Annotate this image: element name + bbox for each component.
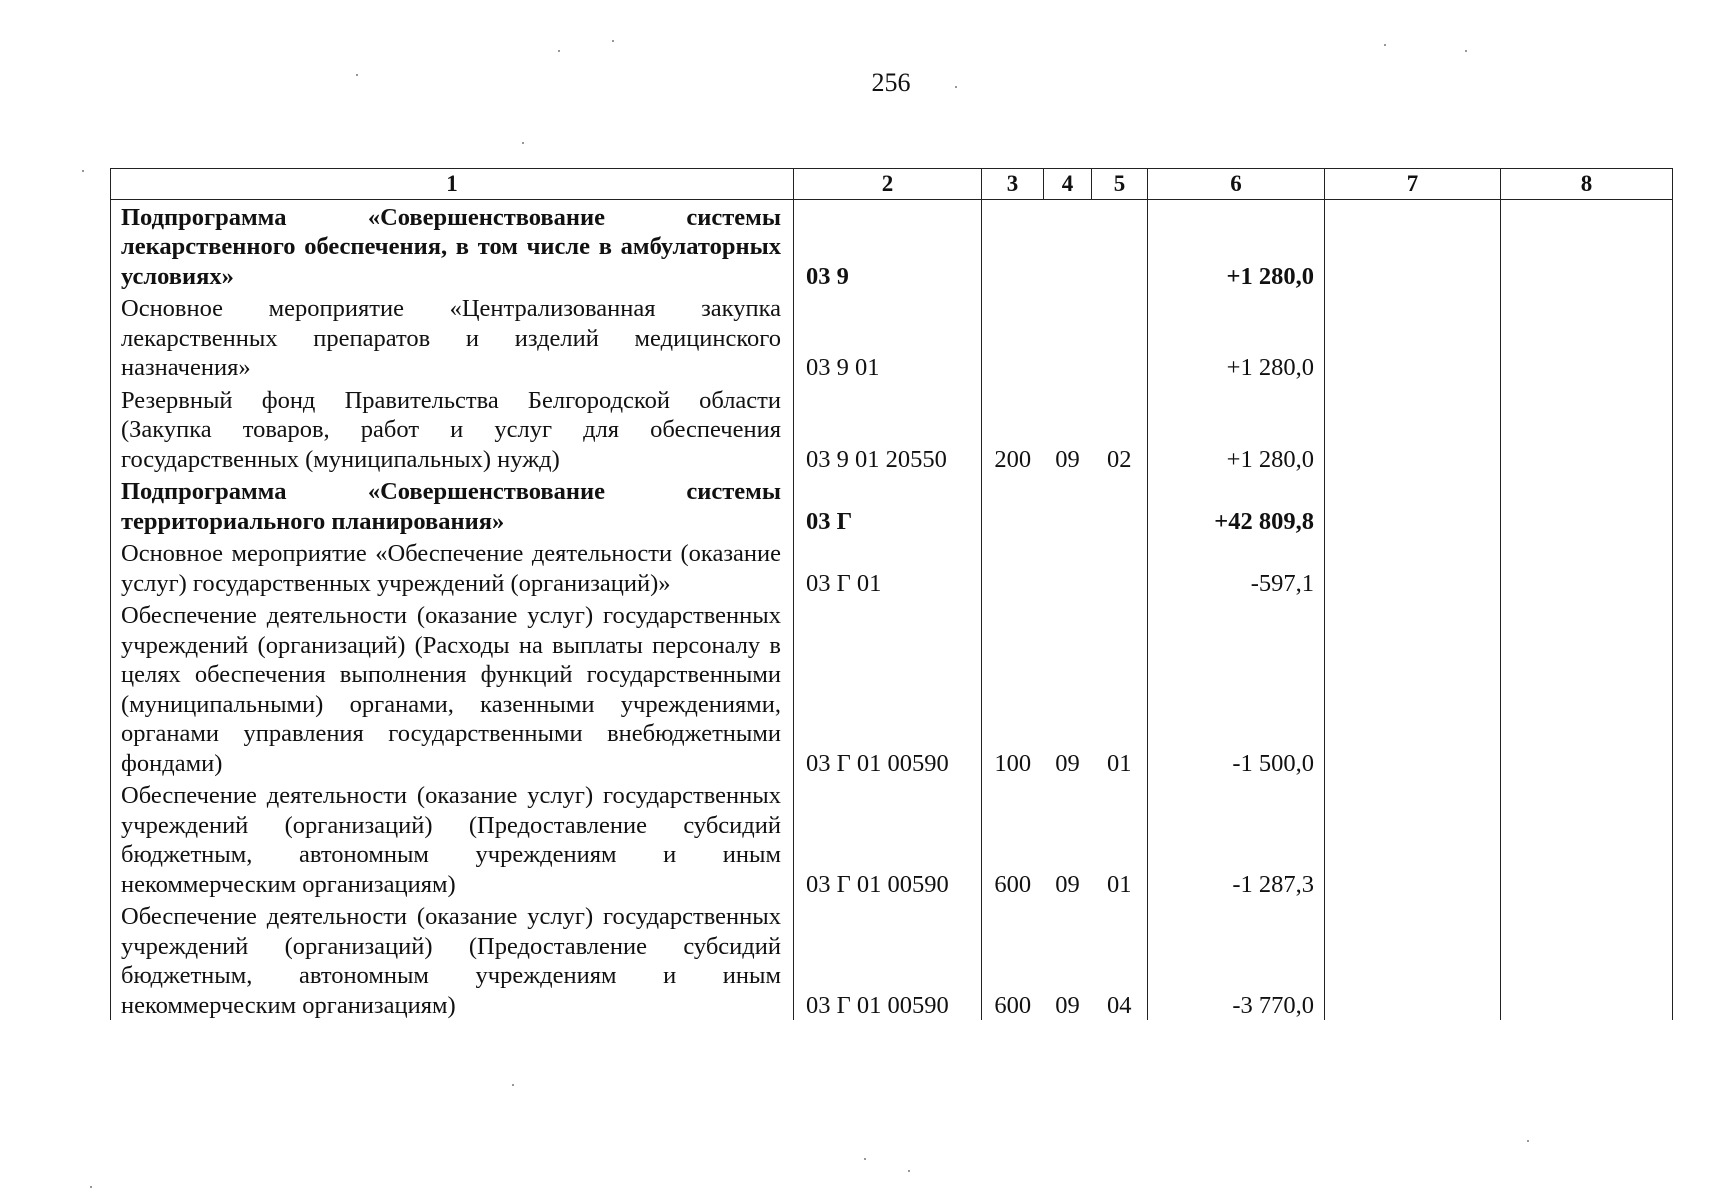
header-col-5: 5	[1092, 169, 1148, 200]
row-code: 03 9 01	[794, 291, 982, 383]
scan-speck	[522, 142, 524, 144]
row-expense-type: 600	[982, 899, 1044, 1020]
row-col-8	[1501, 383, 1673, 475]
row-col-7	[1325, 899, 1501, 1020]
scan-speck	[1465, 50, 1467, 52]
row-name: Подпрограмма «Совершенствование системы территориального планирования»	[111, 474, 794, 536]
row-expense-type: 600	[982, 778, 1044, 899]
row-code: 03 Г 01 00590	[794, 598, 982, 778]
row-expense-type	[982, 199, 1044, 291]
row-name: Резервный фонд Правительства Белгородской области (Закупка товаров, работ и услуг для обеспечения государственных (муниципальных) нужд)	[111, 383, 794, 475]
header-col-8: 8	[1501, 169, 1673, 200]
scan-speck	[558, 50, 560, 52]
row-amount: +1 280,0	[1148, 291, 1325, 383]
row-code: 03 Г	[794, 474, 982, 536]
scan-speck	[955, 86, 957, 88]
page-number: 256	[871, 68, 911, 97]
table-row	[111, 598, 1673, 778]
table-row	[111, 199, 1673, 291]
row-amount: -1 500,0	[1148, 598, 1325, 778]
row-name: Основное мероприятие «Централизованная закупка лекарственных препаратов и изделий медицинского назначения»	[111, 291, 794, 383]
row-subsection: 02	[1107, 445, 1132, 473]
table-body	[111, 199, 1673, 1020]
header-col-4: 4	[1044, 169, 1092, 200]
row-expense-type	[982, 536, 1044, 598]
row-section: 09	[1055, 991, 1080, 1019]
scan-speck	[512, 1084, 514, 1086]
row-amount: -597,1	[1148, 536, 1325, 598]
row-col-8	[1501, 598, 1673, 778]
scan-speck	[612, 40, 614, 42]
scan-speck	[356, 74, 358, 76]
row-subsection	[1092, 536, 1148, 598]
row-col-8	[1501, 474, 1673, 536]
row-amount: +1 280,0	[1148, 199, 1325, 291]
header-col-3: 3	[982, 169, 1044, 200]
row-name: Обеспечение деятельности (оказание услуг) государственных учреждений (организаций) (Предоставление субсидий бюджетным, автономным учреждениям и иным некоммерческим организациям)	[111, 778, 794, 899]
row-expense-type: 200	[982, 383, 1044, 475]
row-col-7	[1325, 778, 1501, 899]
row-expense-type	[982, 474, 1044, 536]
row-section	[1044, 474, 1092, 536]
row-code: 03 Г 01 00590	[794, 778, 982, 899]
row-expense-type	[982, 291, 1044, 383]
row-name: Подпрограмма «Совершенствование системы лекарственного обеспечения, в том числе в амбулаторных условиях»	[111, 199, 794, 291]
row-name: Обеспечение деятельности (оказание услуг) государственных учреждений (организаций) (Предоставление субсидий бюджетным, автономным учреждениям и иным некоммерческим организациям)	[111, 899, 794, 1020]
row-name: Обеспечение деятельности (оказание услуг) государственных учреждений (организаций) (Расходы на выплаты персоналу в целях обеспечения выполнения функций государственными (муниципальными) органами, казенными учреждениями, органами управления государственными внебюджетными фондами)	[111, 598, 794, 778]
row-col-7	[1325, 199, 1501, 291]
header-col-2: 2	[794, 169, 982, 200]
row-col-7	[1325, 536, 1501, 598]
row-section	[1044, 199, 1092, 291]
row-section: 09	[1055, 749, 1080, 777]
header-col-1: 1	[111, 169, 794, 200]
row-amount: +1 280,0	[1148, 383, 1325, 475]
scan-speck	[864, 1158, 866, 1160]
row-col-8	[1501, 291, 1673, 383]
scan-speck	[1527, 1140, 1529, 1142]
row-amount: -1 287,3	[1148, 778, 1325, 899]
row-subsection: 04	[1107, 991, 1132, 1019]
row-col-8	[1501, 778, 1673, 899]
table-row	[111, 899, 1673, 1020]
row-col-7	[1325, 474, 1501, 536]
row-col-7	[1325, 291, 1501, 383]
row-subsection: 01	[1107, 870, 1132, 898]
table-row	[111, 474, 1673, 536]
scan-speck	[82, 170, 84, 172]
row-section	[1044, 291, 1092, 383]
budget-table	[110, 168, 1673, 1020]
scan-speck	[1384, 44, 1386, 46]
table-row	[111, 291, 1673, 383]
header-col-6: 6	[1148, 169, 1325, 200]
table-row	[111, 778, 1673, 899]
table-row	[111, 536, 1673, 598]
row-amount: -3 770,0	[1148, 899, 1325, 1020]
table-header	[111, 169, 1673, 200]
row-section: 09	[1055, 445, 1080, 473]
row-code: 03 9 01 20550	[794, 383, 982, 475]
row-code: 03 Г 01 00590	[794, 899, 982, 1020]
scan-speck	[90, 1186, 92, 1188]
row-subsection: 01	[1107, 749, 1132, 777]
row-subsection	[1092, 474, 1148, 536]
row-section: 09	[1055, 870, 1080, 898]
row-amount: +42 809,8	[1148, 474, 1325, 536]
row-subsection	[1092, 199, 1148, 291]
header-row	[111, 169, 1673, 200]
row-col-8	[1501, 536, 1673, 598]
row-col-8	[1501, 899, 1673, 1020]
row-code: 03 9	[794, 199, 982, 291]
header-col-7: 7	[1325, 169, 1501, 200]
row-expense-type: 100	[982, 598, 1044, 778]
scan-speck	[908, 1170, 910, 1172]
row-col-7	[1325, 598, 1501, 778]
row-col-7	[1325, 383, 1501, 475]
row-section	[1044, 536, 1092, 598]
table-row	[111, 383, 1673, 475]
row-subsection	[1092, 291, 1148, 383]
row-name: Основное мероприятие «Обеспечение деятельности (оказание услуг) государственных учреждений (организаций)»	[111, 536, 794, 598]
row-col-8	[1501, 199, 1673, 291]
row-code: 03 Г 01	[794, 536, 982, 598]
